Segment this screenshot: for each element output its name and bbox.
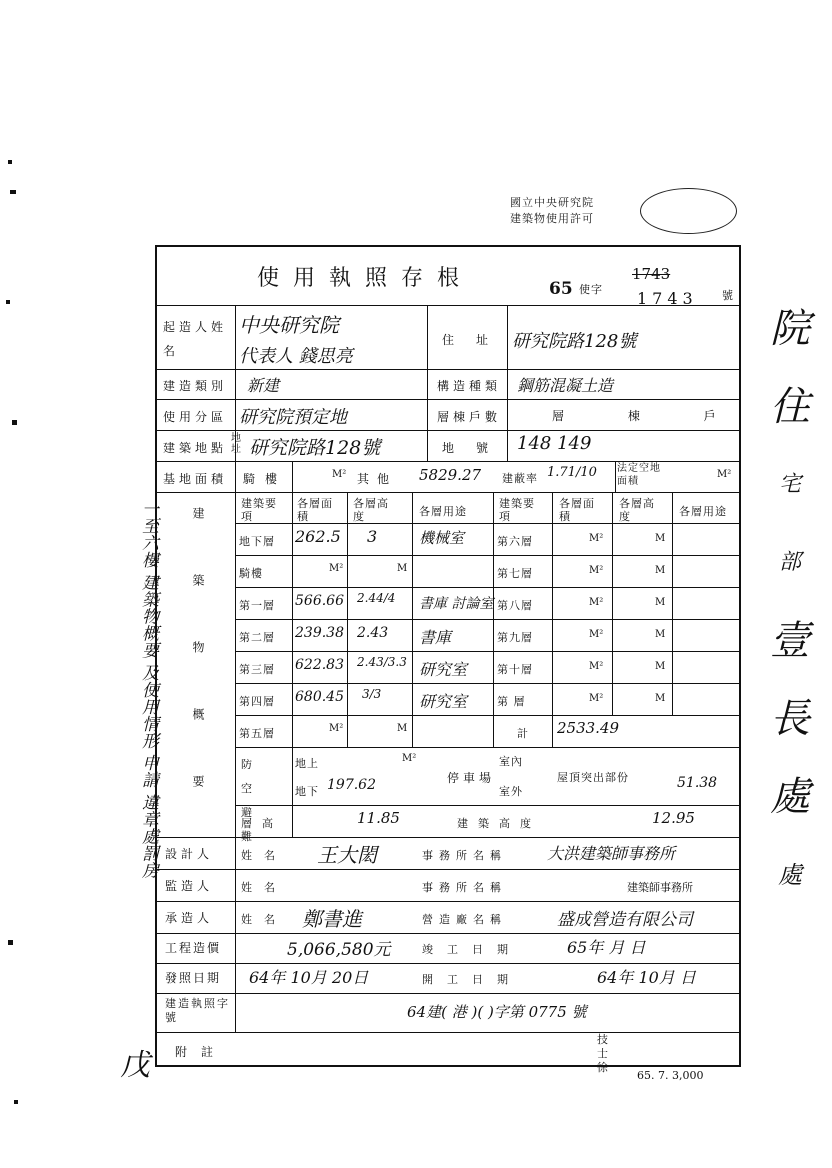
issue-value: 64年 10月 20日 bbox=[249, 968, 369, 987]
row-use: 機械室 bbox=[419, 529, 465, 547]
row-height: 3 bbox=[367, 527, 378, 546]
contractor-company-label: 營造廠名稱 bbox=[422, 913, 507, 926]
right-margin-text bbox=[755, 290, 825, 914]
arcade-label: 騎樓 bbox=[243, 472, 288, 486]
form-title: 使用執照存根 bbox=[257, 266, 474, 291]
unit-m: M bbox=[655, 597, 666, 608]
builder-name: 中央研究院 bbox=[239, 313, 339, 337]
start-label: 開工日期 bbox=[422, 973, 522, 986]
zone-value: 研究院預定地 bbox=[239, 407, 347, 428]
row-use: 書庫 bbox=[419, 628, 452, 647]
total-label: 計 bbox=[517, 727, 529, 740]
left-vertical-note: 一至六樓 建築物概要 及使用情形 申請 違章處罰房 bbox=[138, 500, 158, 879]
below-label: 地下 bbox=[295, 785, 319, 798]
col-height: 各層高度 bbox=[353, 497, 389, 523]
outdoor-label: 室外 bbox=[499, 785, 523, 798]
print-note: 65. 7. 3,000 bbox=[637, 1069, 704, 1082]
number-struck: 1743 bbox=[632, 265, 671, 283]
row-area: 566.66 bbox=[295, 593, 344, 609]
right-char: 部 bbox=[778, 550, 801, 575]
start-value: 64年 10月 日 bbox=[597, 968, 696, 987]
row-label: 第四層 bbox=[239, 695, 275, 708]
stamp-line-1: 國立中央研究院 bbox=[510, 196, 594, 209]
row-height: 2.43/3.3 bbox=[357, 655, 407, 669]
row-label: 地下層 bbox=[239, 535, 275, 548]
margin-dot bbox=[6, 300, 10, 304]
above-label: 地上 bbox=[295, 757, 319, 770]
unit-m: M bbox=[655, 565, 666, 576]
col-area-r: 各層面積 bbox=[559, 497, 595, 523]
row-label-r: 第七層 bbox=[497, 567, 533, 580]
cost-label: 工程造價 bbox=[165, 941, 222, 955]
floors-label: 層棟戶數 bbox=[437, 410, 502, 424]
margin-dot bbox=[10, 190, 16, 194]
contractor-name: 鄭書進 bbox=[302, 907, 362, 931]
address-label: 住址 bbox=[442, 333, 511, 347]
unit-m2: M² bbox=[589, 533, 604, 544]
unit-m2: M² bbox=[589, 629, 604, 640]
right-char: 住 bbox=[770, 384, 810, 430]
right-char: 處 bbox=[770, 774, 810, 820]
site-label: 建築地點 bbox=[163, 441, 228, 455]
supervisor-label: 監造人 bbox=[165, 879, 214, 893]
builder-label: 起造人姓名 bbox=[163, 320, 228, 358]
col-item: 建築要項 bbox=[241, 497, 277, 523]
row-height: 2.44/4 bbox=[357, 591, 396, 605]
designer-name-label: 姓名 bbox=[241, 849, 287, 862]
row-label-r: 第九層 bbox=[497, 631, 533, 644]
right-char: 長 bbox=[770, 696, 810, 742]
story-height-value: 11.85 bbox=[357, 809, 400, 827]
right-char: 院 bbox=[770, 306, 810, 352]
row-label: 第三層 bbox=[239, 663, 275, 676]
structure-label: 構造種類 bbox=[437, 379, 502, 393]
shelter-label: 防空避難 bbox=[241, 758, 262, 843]
address-value: 研究院路128號 bbox=[512, 331, 637, 352]
site-sub: 地址 bbox=[231, 433, 242, 455]
total-area: 2533.49 bbox=[557, 719, 620, 737]
open-space-label: 法定空地面積 bbox=[617, 463, 661, 487]
row-height: 3/3 bbox=[362, 687, 382, 701]
building-type-label: 建造類別 bbox=[163, 379, 228, 393]
other-value: 5829.27 bbox=[419, 466, 482, 484]
col-use: 各層用途 bbox=[419, 505, 467, 518]
margin-dot bbox=[8, 160, 12, 164]
row-use: 研究室 bbox=[419, 692, 468, 711]
unit-m2: M² bbox=[589, 693, 604, 704]
indoor-label: 室內 bbox=[499, 755, 523, 768]
unit-m: M bbox=[397, 563, 408, 574]
designer-office: 大洪建築師事務所 bbox=[547, 844, 676, 863]
unit-m: M bbox=[655, 693, 666, 704]
permit-stub-form bbox=[155, 245, 746, 1082]
issue-label: 發照日期 bbox=[165, 971, 222, 985]
zone-label: 使用分區 bbox=[163, 410, 228, 424]
floors-value: 層 棟 戶 bbox=[552, 409, 746, 423]
row-label: 第一層 bbox=[239, 599, 275, 612]
unit-m2: M² bbox=[589, 597, 604, 608]
permit-label: 建造執照字號 bbox=[165, 997, 230, 1024]
coverage-value: 1.71/10 bbox=[547, 465, 597, 480]
col-use-r: 各層用途 bbox=[679, 505, 727, 518]
site-value: 研究院路128號 bbox=[249, 437, 381, 459]
section-label: 建築物概要 bbox=[191, 507, 205, 842]
row-label: 第五層 bbox=[239, 727, 275, 740]
bldg-height-value: 12.95 bbox=[652, 809, 695, 827]
row-area: 680.45 bbox=[295, 689, 344, 705]
cost-value: 5,066,580元 bbox=[287, 940, 391, 960]
contractor-name-label: 姓名 bbox=[241, 913, 287, 926]
building-type-value: 新建 bbox=[247, 376, 280, 395]
number-word: 使字 bbox=[579, 283, 603, 296]
unit-m2: M² bbox=[332, 469, 347, 480]
margin-dot bbox=[8, 940, 13, 945]
supervisor-office: 建築師事務所 bbox=[627, 881, 693, 894]
right-char: 處 bbox=[778, 861, 802, 889]
unit-m2-open: M² bbox=[717, 469, 732, 480]
number-suffix: 號 bbox=[722, 289, 734, 302]
unit-m: M bbox=[397, 723, 408, 734]
row-label-r: 第八層 bbox=[497, 599, 533, 612]
lot-label: 地號 bbox=[442, 441, 511, 455]
row-label: 騎樓 bbox=[239, 567, 263, 580]
other-label: 其他 bbox=[357, 472, 398, 486]
designer-label: 設計人 bbox=[165, 847, 214, 861]
designer-name: 王大閎 bbox=[317, 843, 377, 867]
unit-m: M bbox=[655, 533, 666, 544]
col-height-r: 各層高度 bbox=[619, 497, 655, 523]
sign-note: 技士 徐 bbox=[597, 1033, 609, 1074]
row-label-r: 第 層 bbox=[497, 695, 526, 708]
right-char: 壹 bbox=[770, 618, 810, 664]
lot-value: 148 149 bbox=[517, 433, 592, 454]
structure-value: 鋼筋混凝土造 bbox=[517, 376, 614, 395]
unit-m: M bbox=[655, 629, 666, 640]
contractor-company: 盛成營造有限公司 bbox=[557, 910, 693, 930]
designer-office-label: 事務所名稱 bbox=[422, 849, 507, 862]
contractor-label: 承造人 bbox=[165, 911, 214, 925]
roof-label: 屋頂突出部份 bbox=[557, 771, 629, 784]
builder-rep: 代表人 錢思亮 bbox=[239, 346, 353, 367]
agency-stamp bbox=[510, 188, 740, 236]
parking-label: 停車場 bbox=[447, 771, 496, 785]
permit-value: 64建( 港 )( )字第 0775 號 bbox=[407, 1003, 587, 1021]
row-area: 622.83 bbox=[295, 657, 344, 673]
story-height-label: 層高 bbox=[241, 817, 283, 830]
unit-m2: M² bbox=[589, 565, 604, 576]
col-area: 各層面積 bbox=[297, 497, 333, 523]
bottom-mark: 戊 bbox=[120, 1048, 150, 1083]
base-area-label: 基地面積 bbox=[163, 472, 228, 486]
row-height: 2.43 bbox=[357, 625, 389, 641]
bldg-height-label: 建築高度 bbox=[457, 817, 541, 830]
right-char: 宅 bbox=[778, 472, 801, 497]
margin-dot bbox=[14, 1100, 18, 1104]
permit-number: 1743 bbox=[637, 289, 698, 308]
supervisor-office-label: 事務所名稱 bbox=[422, 881, 507, 894]
row-label-r: 第六層 bbox=[497, 535, 533, 548]
stamp-line-2: 建築物使用許可 bbox=[510, 212, 594, 225]
stamp-seal-icon bbox=[640, 188, 737, 234]
row-area: 262.5 bbox=[295, 527, 341, 546]
margin-dot bbox=[12, 420, 17, 425]
below-value: 197.62 bbox=[327, 777, 376, 793]
unit-m2: M² bbox=[329, 723, 344, 734]
row-label: 第二層 bbox=[239, 631, 275, 644]
row-use: 書庫 討論室 bbox=[419, 596, 494, 612]
unit-m2: M² bbox=[589, 661, 604, 672]
roof-value: 51.38 bbox=[677, 775, 718, 791]
remark-label: 附註 bbox=[175, 1045, 228, 1059]
unit-m2-above: M² bbox=[402, 753, 417, 764]
unit-m2: M² bbox=[329, 563, 344, 574]
supervisor-name-label: 姓名 bbox=[241, 881, 287, 894]
completion-value: 65年 月 日 bbox=[567, 938, 646, 957]
row-area: 239.38 bbox=[295, 625, 344, 641]
coverage-label: 建蔽率 bbox=[502, 472, 538, 485]
unit-m: M bbox=[655, 661, 666, 672]
row-use: 研究室 bbox=[419, 660, 468, 679]
number-prefix: 65 bbox=[549, 279, 573, 299]
col-item-r: 建築要項 bbox=[499, 497, 535, 523]
row-label-r: 第十層 bbox=[497, 663, 533, 676]
completion-label: 竣工日期 bbox=[422, 943, 522, 956]
